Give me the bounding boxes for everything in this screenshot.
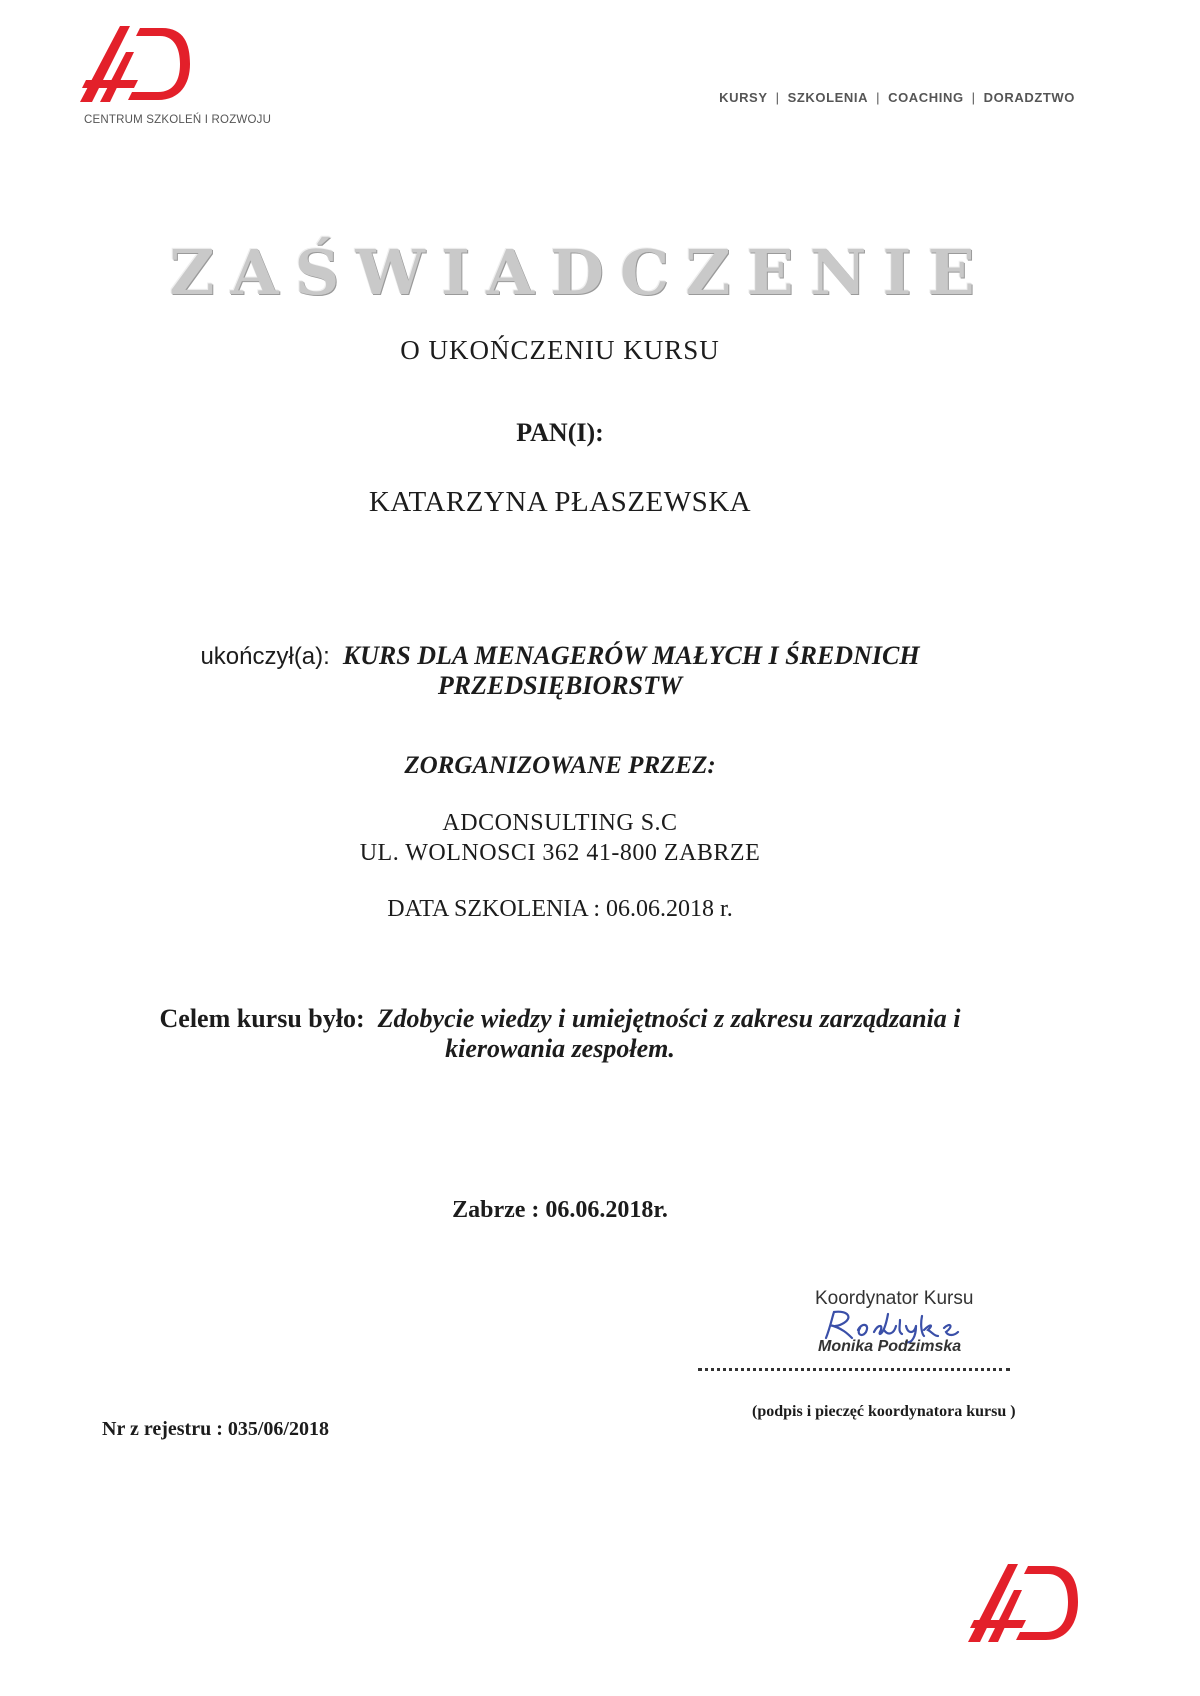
completed-label: ukończył(a): (200, 643, 330, 670)
goal-text-line1: Zdobycie wiedzy i umiejętności z zakresu zarządzania i (377, 1004, 961, 1033)
logo-subtitle: CENTRUM SZKOLEŃ I ROZWOJU (84, 114, 272, 126)
goal-text-line2: kierowania zespołem. (445, 1034, 675, 1063)
company-logo (80, 22, 280, 132)
nav-separator: | (971, 90, 976, 105)
nav-item-coaching: COACHING (888, 90, 964, 105)
certificate-title: ZAŚWIADCZENIE (169, 236, 991, 309)
nav-item-kursy: KURSY (719, 90, 768, 105)
course-name-line2: PRZEDSIĘBIORSTW (437, 671, 683, 700)
organizer-name: ADCONSULTING S.C (442, 810, 678, 836)
coordinator-signature-block (800, 1288, 1030, 1378)
nav-separator: | (775, 90, 780, 105)
completed-line (0, 641, 1120, 671)
nav-item-doradztwo: DORADZTWO (983, 90, 1075, 105)
signature-dotted-line (698, 1368, 1010, 1371)
recipient-name: KATARZYNA PŁASZEWSKA (368, 486, 752, 518)
course-name-line1: KURS DLA MENAGERÓW MAŁYCH I ŚREDNICH (342, 641, 920, 670)
registry-number: Nr z rejestru : 035/06/2018 (102, 1418, 329, 1440)
coordinator-name: Monika Podzimska (818, 1338, 962, 1355)
ad-logo-bottom (968, 1560, 1080, 1644)
place-and-date: Zabrze : 06.06.2018r. (452, 1197, 668, 1223)
nav-separator: | (876, 90, 881, 105)
coordinator-role: Koordynator Kursu (815, 1288, 974, 1309)
signature-caption: (podpis i pieczęć koordynatora kursu ) (752, 1403, 1016, 1420)
header-nav (719, 90, 1075, 105)
certificate-subtitle: O UKOŃCZENIU KURSU (400, 335, 720, 365)
ad-logo-mark (80, 22, 192, 104)
course-goal (0, 1004, 1120, 1034)
goal-label: Celem kursu było: (159, 1004, 365, 1033)
organizer-address: UL. WOLNOSCI 362 41-800 ZABRZE (359, 840, 761, 866)
recipient-label: PAN(I): (516, 418, 604, 447)
training-date: DATA SZKOLENIA : 06.06.2018 r. (387, 896, 733, 922)
organized-label: ZORGANIZOWANE PRZEZ: (404, 752, 716, 779)
nav-item-szkolenia: SZKOLENIA (787, 90, 869, 105)
